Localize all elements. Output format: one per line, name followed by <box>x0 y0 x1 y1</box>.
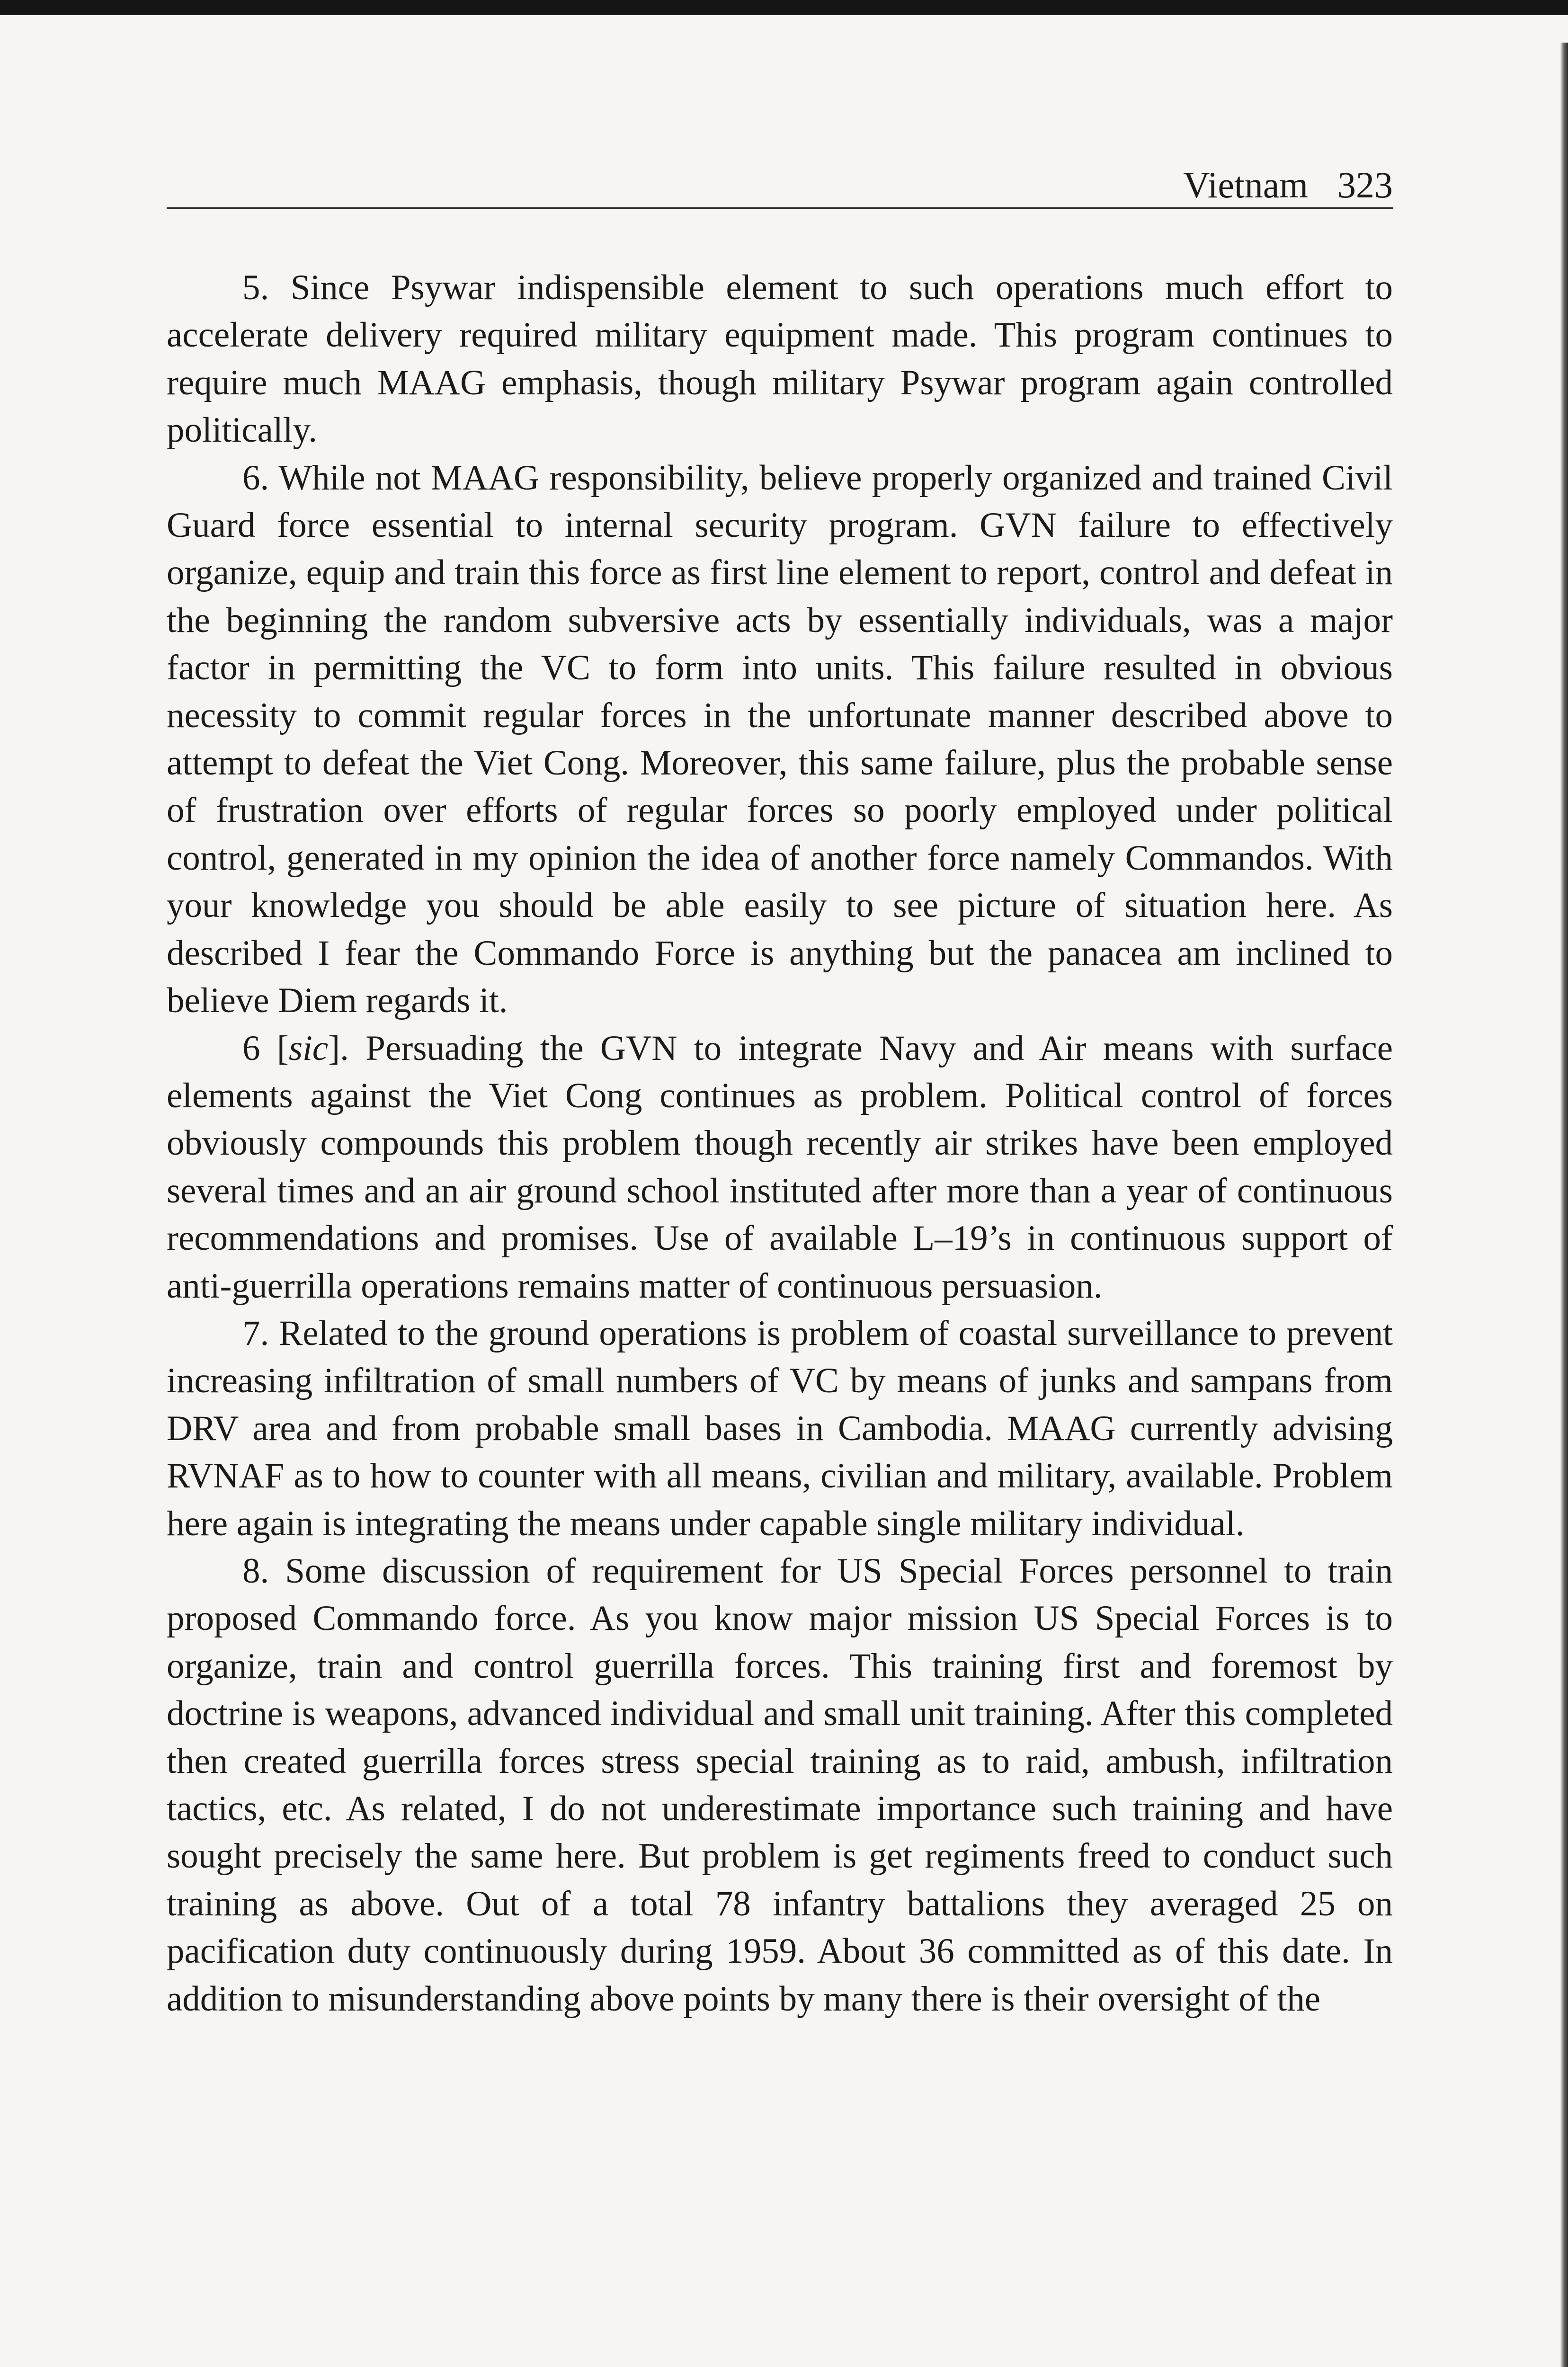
paragraph-7: 7. Related to the ground operations is problem of coastal surveillance to prevent increasing infiltration of small numbers of VC by means of junks and sampans from DRV area and from probable small bases in Cambodia. MAAG currently advising RVNAF as to how to counter with all means, civilian and military, available. Problem here again is integrating the means under capable single military individual. <box>167 1313 1393 1543</box>
page-number: 323 <box>1337 164 1393 205</box>
sic-annotation: sic <box>288 1028 329 1068</box>
body-text <box>167 264 1393 2023</box>
scan-right-edge <box>1560 43 1568 2367</box>
paragraph-lead: 6 [ <box>242 1028 289 1068</box>
paragraph-6-sic <box>167 1025 1393 1310</box>
paragraph-5: 5. Since Psywar indispensible element to such operations much effort to accelerate delivery required military equipment made. This program continues to require much MAAG emphasis, though military Psywar program again controlled politically. <box>167 268 1393 450</box>
section-title: Vietnam <box>1183 164 1308 205</box>
paragraph-body: ]. Persuading the GVN to integrate Navy and Air means with surface elements against the Viet Cong continues as problem. Political control of forces obviously compounds this problem though recently air strikes have been employed several times and an air ground school instituted after more than a year of continuous recommendations and promises. Use of available L–19’s in continuous support of anti-guerrilla operations remains matter of continuous persuasion. <box>167 1028 1393 1306</box>
page-header <box>167 164 1393 209</box>
paragraph-8: 8. Some discussion of requirement for US Special Forces personnel to train proposed Commando force. As you know major mission US Special Forces is to organize, train and control guerrilla forces. This training first and foremost by doctrine is weapons, advanced individual and small unit training. After this completed then created guerrilla forces stress special training as to raid, ambush, infiltration tactics, etc. As related, I do not underestimate importance such training and have sought precisely the same here. But problem is get regiments freed to conduct such training as above. Out of a total 78 infantry battalions they averaged 25 on pacification duty continuously during 1959. About 36 committed as of this date. In addition to misunderstanding above points by many there is their oversight of the <box>167 1551 1393 2019</box>
paragraph-6: 6. While not MAAG responsibility, believe properly organized and trained Civil Guard force essential to internal security program. GVN failure to effectively organize, equip and train this force as first line element to report, control and defeat in the beginning the random subversive acts by essentially individuals, was a major factor in permitting the VC to form into units. This failure resulted in obvious necessity to commit regular forces in the unfortunate manner described above to attempt to defeat the Viet Cong. Moreover, this same failure, plus the probable sense of frustration over efforts of regular forces so poorly employed under political control, generated in my opinion the idea of another force namely Commandos. With your knowledge you should be able easily to see picture of situation here. As described I fear the Commando Force is anything but the panacea am inclined to believe Diem regards it. <box>167 458 1393 1021</box>
running-head <box>1183 164 1393 205</box>
scan-top-edge <box>0 0 1568 15</box>
